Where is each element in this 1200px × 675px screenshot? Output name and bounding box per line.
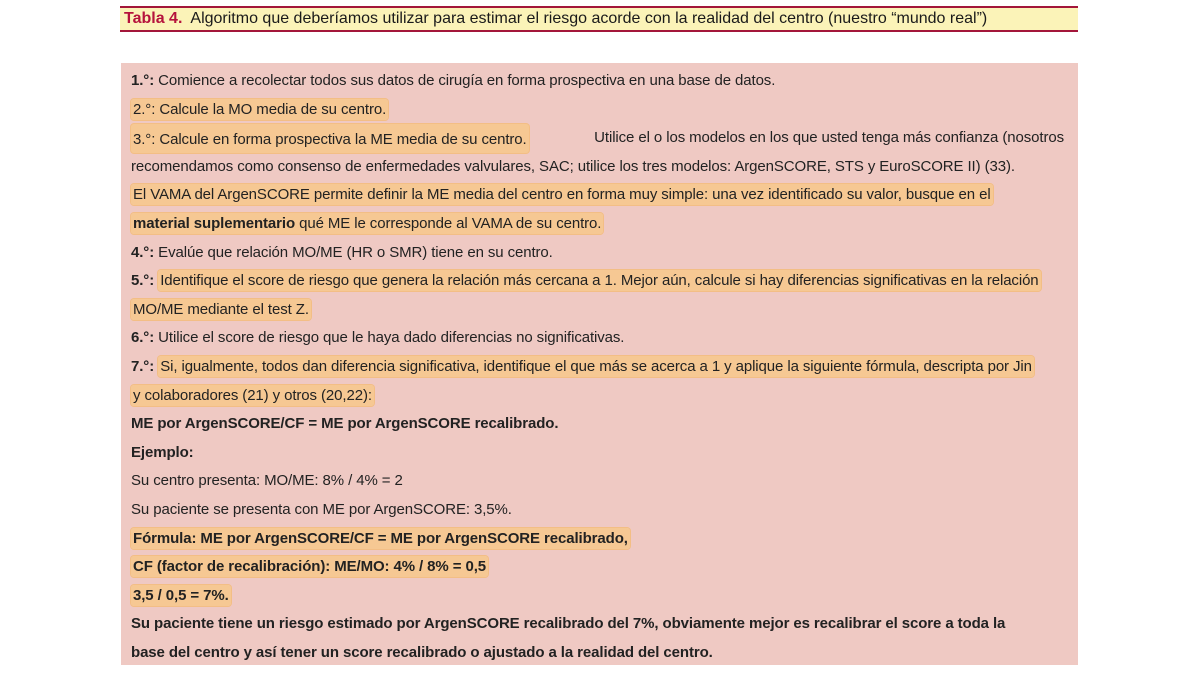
vama-text: El VAMA del ArgenSCORE permite definir la ME media del centro en forma muy simple: una vez identificado su valor, busque en el xyxy=(133,186,991,204)
example-line-1 xyxy=(131,467,1064,496)
supplementary-material: material suplementario xyxy=(133,214,296,232)
step-5-line-2 xyxy=(131,296,1064,325)
step-6 xyxy=(131,324,1064,353)
conclusion-text-2: base del centro y así tener un score recalibrado o ajustado a la realidad del centro. xyxy=(131,643,713,661)
step-5-highlight-2: MO/ME mediante el test Z. xyxy=(133,300,309,318)
step-5-highlight-1: Identifique el score de riesgo que genera la relación más cercana a 1. Mejor aún, calcule si hay diferencias significativas en la relación xyxy=(160,272,1039,290)
table-title-text: Algoritmo que deberíamos utilizar para estimar el riesgo acorde con la realidad del centro (nuestro “mundo real”) xyxy=(190,10,988,27)
vama-rest: qué ME le corresponde al VAMA de su centro. xyxy=(295,214,602,232)
formula-2-text: Fórmula: ME por ArgenSCORE/CF = ME por ArgenSCORE recalibrado, xyxy=(133,529,628,547)
example-line-2 xyxy=(131,496,1064,525)
table-title xyxy=(120,6,1078,32)
formula-text: ME por ArgenSCORE/CF = ME por ArgenSCORE recalibrado. xyxy=(131,415,559,433)
step-4-number: 4.°: xyxy=(131,243,155,261)
step-4 xyxy=(131,239,1064,268)
example-label: Ejemplo: xyxy=(131,443,194,461)
cf-text: CF (factor de recalibración): ME/MO: 4% / 8% = 0,5 xyxy=(133,558,487,576)
step-6-text: Utilice el score de riesgo que le haya dado diferencias no significativas. xyxy=(154,329,625,347)
step-3-rest: Utilice el o los modelos en los que usted tenga más confianza (nosotros xyxy=(594,129,1064,147)
calc-text: 3,5 / 0,5 = 7%. xyxy=(133,586,229,604)
example-text-2: Su paciente se presenta con ME por ArgenSCORE: 3,5%. xyxy=(131,500,512,518)
algorithm-box xyxy=(121,63,1078,665)
step-7-highlight-1: Si, igualmente, todos dan diferencia significativa, identifique el que más se acerca a 1 y aplique la siguiente fórmula, descripta por Jin xyxy=(160,357,1032,375)
step-3-continuation: recomendamos como consenso de enfermedades valvulares, SAC; utilice los tres modelos: ArgenSCORE, STS y EuroSCORE II) (33). xyxy=(131,157,1015,175)
example-heading xyxy=(131,439,1064,468)
step-7-highlight-2: y colaboradores (21) y otros (20,22): xyxy=(133,386,372,404)
step-2 xyxy=(131,96,1064,125)
formula-2-line xyxy=(131,525,1064,554)
step-1-text: Comience a recolectar todos sus datos de cirugía en forma prospectiva en una base de datos. xyxy=(154,72,776,89)
formula-line xyxy=(131,410,1064,439)
step-7 xyxy=(131,353,1064,382)
step-2-text: 2.°: Calcule la MO media de su centro. xyxy=(133,100,387,118)
conclusion-text-1: Su paciente tiene un riesgo estimado por ArgenSCORE recalibrado del 7%, obviamente mejor es recalibrar el score a toda la xyxy=(131,615,1006,633)
step-7-number: 7.°: xyxy=(131,357,155,375)
step-5-number: 5.°: xyxy=(131,272,155,290)
cf-line xyxy=(131,553,1064,582)
step-3-line-2 xyxy=(131,153,1064,182)
step-5 xyxy=(131,267,1064,296)
calc-line xyxy=(131,582,1064,611)
step-3-highlight: 3.°: Calcule en forma prospectiva la ME media de su centro. xyxy=(131,124,529,153)
conclusion-line-1 xyxy=(131,610,1064,639)
example-text-1: Su centro presenta: MO/ME: 8% / 4% = 2 xyxy=(131,472,403,490)
step-4-text: Evalúe que relación MO/ME (HR o SMR) tiene en su centro. xyxy=(154,243,553,261)
step-1 xyxy=(131,67,1064,96)
conclusion-line-2 xyxy=(131,639,1064,668)
step-6-number: 6.°: xyxy=(131,329,155,347)
step-1-number: 1.°: xyxy=(131,72,155,89)
vama-line-1 xyxy=(131,181,1064,210)
table-label: Tabla 4. xyxy=(124,10,183,27)
vama-line-2 xyxy=(131,210,1064,239)
step-7-line-2 xyxy=(131,382,1064,411)
step-3 xyxy=(131,124,1064,153)
